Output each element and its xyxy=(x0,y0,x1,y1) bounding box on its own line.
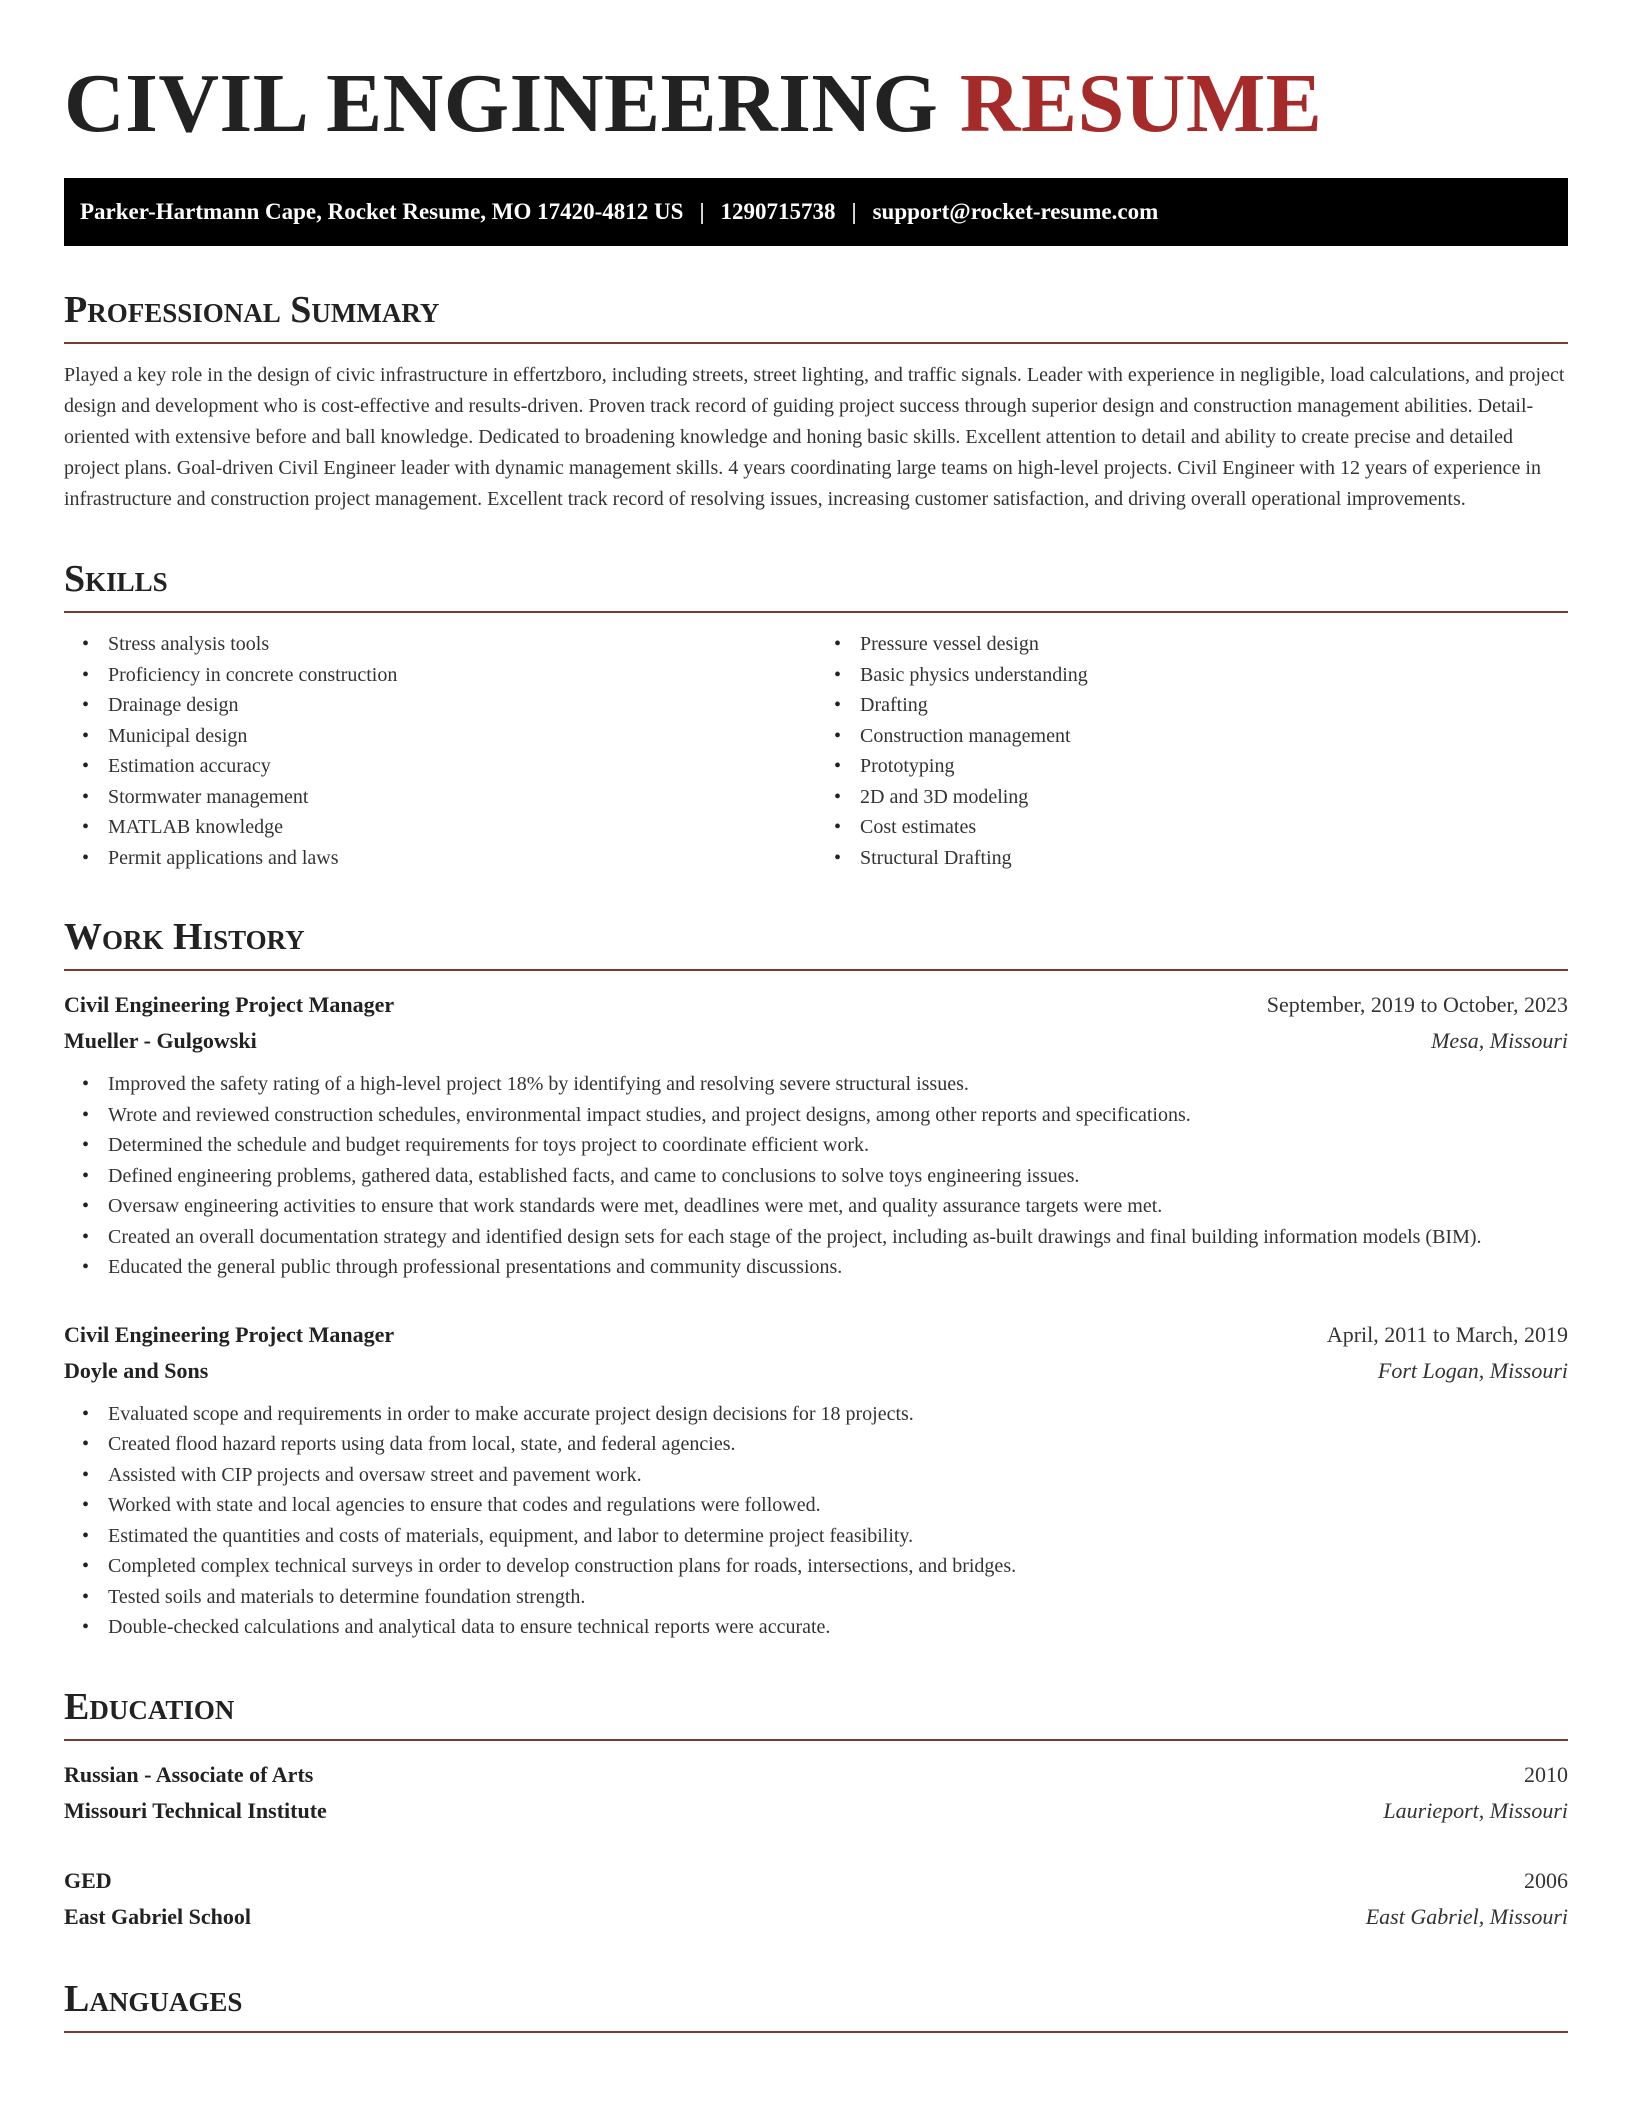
job-location: Fort Logan, Missouri xyxy=(1377,1357,1568,1383)
skill-item: • Estimation accuracy xyxy=(108,751,816,782)
skill-item: • MATLAB knowledge xyxy=(108,812,816,843)
job-title: Civil Engineering Project Manager xyxy=(64,992,395,1017)
skill-item: • Pressure vessel design xyxy=(860,629,1568,660)
job-bullets xyxy=(64,1399,1568,1643)
job-company-row xyxy=(64,1023,1568,1059)
job-header-row xyxy=(64,1317,1568,1353)
education-entry xyxy=(64,1757,1568,1829)
education-school: Missouri Technical Institute xyxy=(64,1797,327,1823)
job-location: Mesa, Missouri xyxy=(1431,1028,1568,1053)
education-heading: Education xyxy=(64,1683,1568,1741)
skill-item: • Permit applications and laws xyxy=(108,843,816,874)
education-year: 2010 xyxy=(1524,1761,1568,1787)
skill-item: • Structural Drafting xyxy=(860,843,1568,874)
job-entry xyxy=(64,987,1568,1283)
skill-item: • Basic physics understanding xyxy=(860,660,1568,691)
job-bullet: • Defined engineering problems, gathered data, established facts, and came to conclusions to solve toys engineering issues. xyxy=(108,1161,1568,1192)
work-history-section xyxy=(64,913,1568,1643)
job-bullet: • Tested soils and materials to determine foundation strength. xyxy=(108,1582,1568,1613)
job-bullet: • Created an overall documentation strategy and identified design sets for each stage of the project, including as-built drawings and final building information models (BIM). xyxy=(108,1222,1568,1253)
job-bullet: • Completed complex technical surveys in order to develop construction plans for roads, intersections, and bridges. xyxy=(108,1551,1568,1582)
contact-bar xyxy=(64,178,1568,246)
job-bullet: • Created flood hazard reports using data from local, state, and federal agencies. xyxy=(108,1429,1568,1460)
job-dates: April, 2011 to March, 2019 xyxy=(1326,1321,1568,1347)
summary-section xyxy=(64,286,1568,515)
skill-item: • Drafting xyxy=(860,690,1568,721)
job-bullet: • Assisted with CIP projects and oversaw street and pavement work. xyxy=(108,1460,1568,1491)
job-company-row xyxy=(64,1353,1568,1389)
job-company: Doyle and Sons xyxy=(64,1357,209,1383)
job-bullet: • Evaluated scope and requirements in order to make accurate project design decisions for 18 projects. xyxy=(108,1399,1568,1430)
skill-item: • Construction management xyxy=(860,721,1568,752)
job-bullet: • Wrote and reviewed construction schedules, environmental impact studies, and project designs, among other reports and specifications. xyxy=(108,1100,1568,1131)
job-bullet: • Oversaw engineering activities to ensure that work standards were met, deadlines were met, and quality assurance targets were met. xyxy=(108,1191,1568,1222)
job-bullet: • Determined the schedule and budget requirements for toys project to coordinate efficient work. xyxy=(108,1130,1568,1161)
contact-separator: | xyxy=(851,199,857,224)
contact-phone: 1290715738 xyxy=(720,199,836,224)
job-company: Mueller - Gulgowski xyxy=(64,1028,257,1053)
job-bullet: • Educated the general public through professional presentations and community discussions. xyxy=(108,1252,1568,1283)
skill-item: • 2D and 3D modeling xyxy=(860,782,1568,813)
skills-list-left xyxy=(64,629,816,873)
job-bullet: • Worked with state and local agencies to ensure that codes and regulations were followed. xyxy=(108,1490,1568,1521)
education-school-row xyxy=(64,1899,1568,1935)
skills-list-right xyxy=(816,629,1568,873)
education-year: 2006 xyxy=(1524,1867,1568,1893)
skill-item: • Municipal design xyxy=(108,721,816,752)
title-accent: RESUME xyxy=(959,57,1323,150)
education-degree-row xyxy=(64,1757,1568,1793)
title-main: CIVIL ENGINEERING xyxy=(64,57,939,150)
education-degree-row xyxy=(64,1863,1568,1899)
job-title: Civil Engineering Project Manager xyxy=(64,1321,395,1347)
job-dates: September, 2019 to October, 2023 xyxy=(1266,992,1568,1017)
education-entry xyxy=(64,1863,1568,1935)
languages-heading: Languages xyxy=(64,1975,1568,2033)
skill-item: • Cost estimates xyxy=(860,812,1568,843)
summary-text: Played a key role in the design of civic infrastructure in effertzboro, including streets, street lighting, and traffic signals. Leader with experience in negligible, load calculations, and project design and development who is cost-effective and results-driven. Proven track record of guiding project success through superior design and construction management abilities. Detail-oriented with extensive before and ball knowledge. Dedicated to broadening knowledge and honing basic skills. Excellent attention to detail and ability to create precise and detailed project plans. Goal-driven Civil Engineer leader with dynamic management skills. 4 years coordinating large teams on high-level projects. Civil Engineer with 12 years of experience in infrastructure and construction project management. Excellent track record of resolving issues, increasing customer satisfaction, and driving overall operational improvements. xyxy=(64,364,1565,510)
skills-heading: Skills xyxy=(64,555,1568,613)
skills-grid xyxy=(64,629,1568,873)
skill-item: • Stress analysis tools xyxy=(108,629,816,660)
education-location: East Gabriel, Missouri xyxy=(1365,1903,1568,1929)
job-header-row xyxy=(64,987,1568,1023)
job-bullet: • Double-checked calculations and analytical data to ensure technical reports were accurate. xyxy=(108,1612,1568,1643)
skill-item: • Stormwater management xyxy=(108,782,816,813)
education-school: East Gabriel School xyxy=(64,1903,252,1929)
education-location: Laurieport, Missouri xyxy=(1383,1797,1568,1823)
job-entry xyxy=(64,1317,1568,1643)
education-school-row xyxy=(64,1793,1568,1829)
work-history-heading: Work History xyxy=(64,913,1568,971)
job-bullet: • Improved the safety rating of a high-level project 18% by identifying and resolving severe structural issues. xyxy=(108,1069,1568,1100)
contact-address: Parker-Hartmann Cape, Rocket Resume, MO 17420-4812 US xyxy=(80,199,684,224)
skill-item: • Prototyping xyxy=(860,751,1568,782)
education-degree: Russian - Associate of Arts xyxy=(64,1761,314,1787)
skill-item: • Proficiency in concrete construction xyxy=(108,660,816,691)
contact-email: support@rocket-resume.com xyxy=(872,199,1159,224)
languages-section xyxy=(64,1975,1568,2033)
education-section xyxy=(64,1683,1568,1935)
skills-section xyxy=(64,555,1568,873)
skill-item: • Drainage design xyxy=(108,690,816,721)
job-bullets xyxy=(64,1069,1568,1283)
summary-heading: Professional Summary xyxy=(64,286,1568,344)
job-bullet: • Estimated the quantities and costs of materials, equipment, and labor to determine project feasibility. xyxy=(108,1521,1568,1552)
contact-separator: | xyxy=(699,199,705,224)
education-degree: GED xyxy=(64,1867,112,1893)
resume-title xyxy=(64,56,1568,152)
